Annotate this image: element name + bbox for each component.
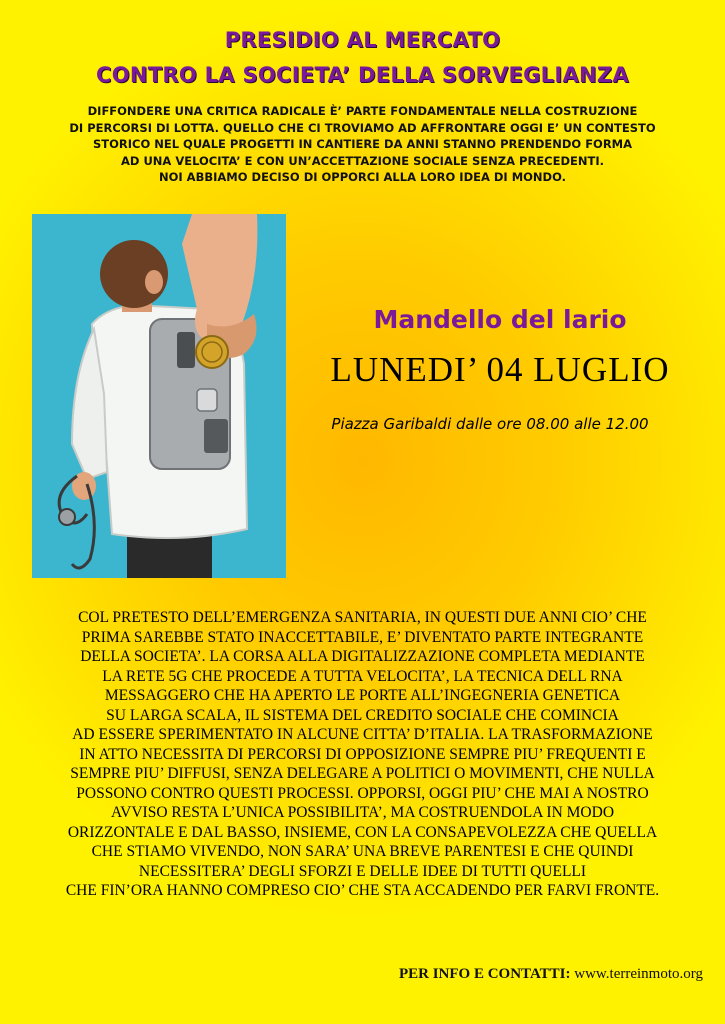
body-line: ORIZZONTALE E DAL BASSO, INSIEME, CON LA CONSAPEVOLEZZA CHE QUELLA	[67, 823, 658, 841]
body-line: COL PRETESTO DELL’EMERGENZA SANITARIA, IN QUESTI DUE ANNI CIO’ CHE	[78, 609, 647, 626]
doctor-coin-slot-illustration	[32, 214, 286, 578]
doctor-illustration-svg	[32, 214, 286, 578]
intro-line: NOI ABBIAMO DECISO DI OPPORCI ALLA LORO IDEA DI MONDO.	[159, 170, 566, 184]
body-line: PRIMA SAREBBE STATO INACCETTABILE, E’ DIVENTATO PARTE INTEGRANTE	[81, 628, 644, 646]
contact-label: PER INFO E CONTATTI:	[398, 966, 571, 982]
body-line: NECESSITERA’ DEGLI SFORZI E DELLE IDEE DI TUTTI QUELLI	[138, 862, 587, 880]
body-line: DELLA SOCIETA’. LA CORSA ALLA DIGITALIZZAZIONE COMPLETA MEDIANTE	[80, 648, 645, 665]
body-line: CHE FIN’ORA HANNO COMPRESO CIO’ CHE STA ACCADENDO PER FARVI FRONTE.	[65, 882, 660, 899]
intro-line: AD UNA VELOCITA’ E CON UN’ACCETTAZIONE SOCIALE SENZA PRECEDENTI.	[121, 153, 604, 168]
body-line: POSSONO CONTRO QUESTI PROCESSI. OPPORSI, OGGI PIU’ CHE MAI A NOSTRO	[76, 784, 649, 802]
event-place-time: Piazza Garibaldi dalle ore 08.00 alle 12.00	[331, 415, 649, 433]
body-line: MESSAGGERO CHE HA APERTO LE PORTE ALL’INGEGNERIA GENETICA	[104, 687, 621, 704]
body-line: CHE STIAMO VIVENDO, NON SARA’ UNA BREVE PARENTESI E CHE QUINDI	[91, 843, 634, 860]
intro-line: DI PERCORSI DI LOTTA. QUELLO CHE CI TROVIAMO AD AFFRONTARE OGGI E’ UN CONTESTO	[69, 120, 656, 135]
body-line: AVVISO RESTA L’UNICA POSSIBILITA’, MA COSTRUENDOLA IN MODO	[110, 804, 615, 821]
event-date: LUNEDI’ 04 LUGLIO	[330, 350, 670, 389]
body-line: AD ESSERE SPERIMENTATO IN ALCUNE CITTA’ D’ITALIA. LA TRASFORMAZIONE	[72, 726, 653, 743]
intro-paragraph	[20, 103, 705, 186]
contact-website-link[interactable]: www.terreinmoto.org	[574, 966, 703, 982]
poster-title-line1: PRESIDIO AL MERCATO	[224, 28, 501, 52]
body-line: SEMPRE PIU’ DIFFUSI, SENZA DELEGARE A POLITICI O MOVIMENTI, CHE NULLA	[70, 765, 655, 782]
poster-title-line2: CONTRO LA SOCIETA’ DELLA SORVEGLIANZA	[96, 63, 629, 87]
contact-footer	[399, 966, 703, 983]
event-town: Mandello del lario	[373, 305, 627, 334]
body-paragraph	[8, 608, 717, 901]
body-line: SU LARGA SCALA, IL SISTEMA DEL CREDITO SOCIALE CHE COMINCIA	[106, 706, 619, 724]
body-line: IN ATTO NECESSITA DI PERCORSI DI OPPOSIZIONE SEMPRE PIU’ FREQUENTI E	[79, 745, 646, 763]
intro-line: DIFFONDERE UNA CRITICA RADICALE È’ PARTE FONDAMENTALE NELLA COSTRUZIONE	[87, 104, 638, 118]
body-line: LA RETE 5G CHE PROCEDE A TUTTA VELOCITA’, LA TECNICA DELL RNA	[102, 667, 623, 685]
intro-line: STORICO NEL QUALE PROGETTI IN CANTIERE DA ANNI STANNO PRENDENDO FORMA	[92, 137, 633, 151]
